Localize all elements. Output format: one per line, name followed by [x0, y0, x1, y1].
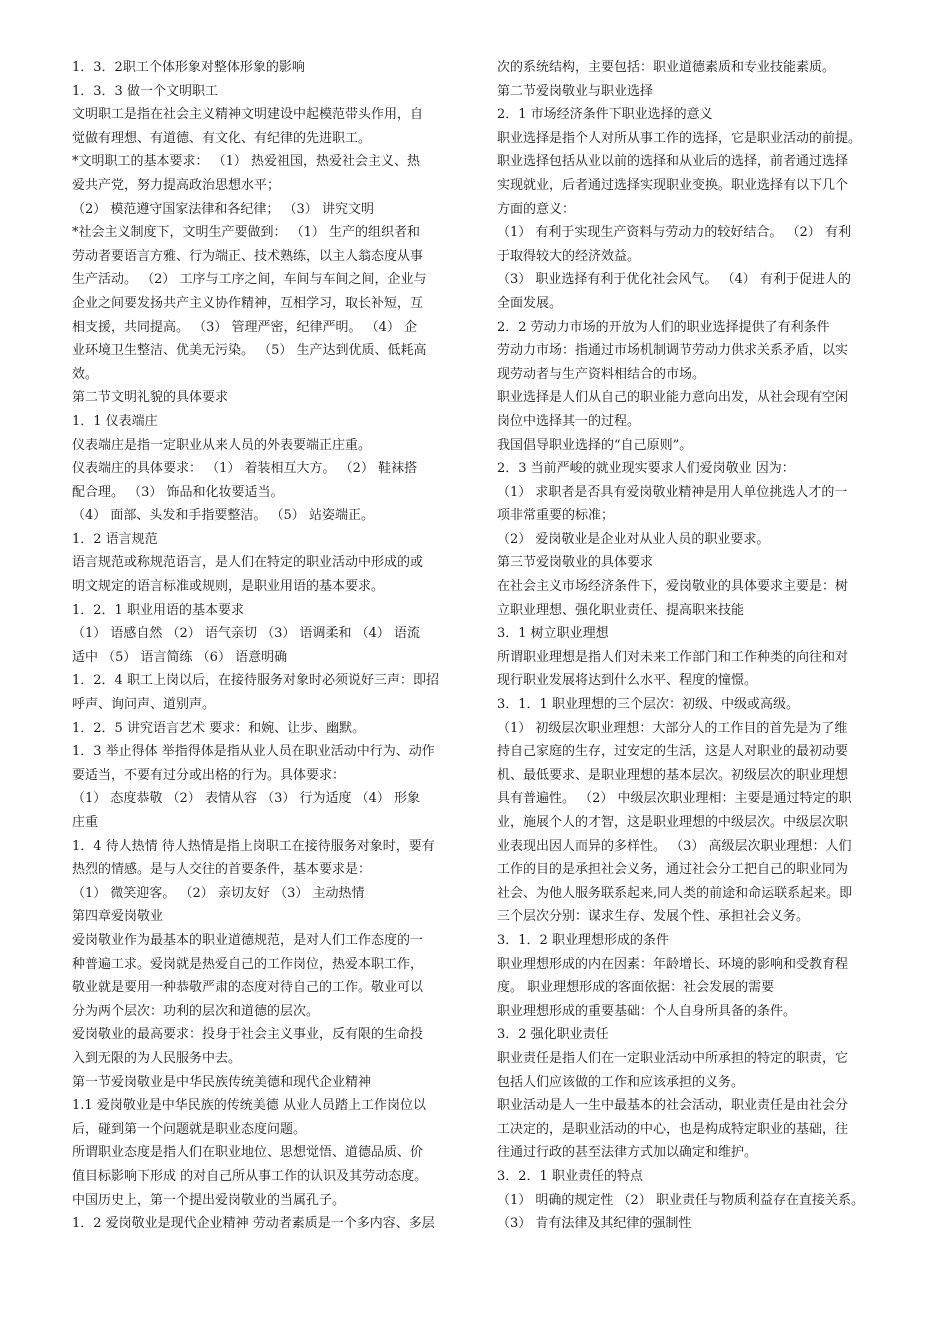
left-column-line: 爱岗敬业的最高要求：投身于社会主义事业，反有限的生命投 — [72, 1027, 424, 1043]
left-column-line: 相支援，共同提高。 （3） 管理严密，纪律严明。 （4） 企 — [72, 319, 418, 335]
left-column-line: 1．2．4 职工上岗以后，在接待服务对象时必须说好三声：即招 — [72, 673, 439, 689]
left-column-line: 热烈的情感。是与人交往的首要条件，基本要求是： — [72, 862, 372, 878]
right-column-line: 职业选择是指个人对所从事工作的选择，它是职业活动的前提。 — [497, 130, 862, 146]
left-column-line: 值目标影响下形成 的对自己所从事工作的认识及其劳动态度。 — [72, 1168, 428, 1184]
right-column-line: 项非常重要的标准； — [497, 508, 615, 524]
left-column-line: 1.1 爱岗敬业是中华民族的传统美德 从业人员踏上工作岗位以 — [72, 1098, 426, 1114]
right-column-line: 3．2 强化职业责任 — [497, 1027, 609, 1043]
right-column-line: （1） 初级层次职业理想：大部分人的工作目的首先是为了维 — [497, 720, 848, 736]
right-column-line: （1） 有利于实现生产资料与劳动力的较好结合。 （2） 有利 — [497, 225, 851, 241]
left-column-line: 劳动者要语言方雅、行为端正、技术熟练，以主人翁态度从事 — [72, 248, 424, 264]
right-column-line: 2．3 当前严峻的就业现实要求人们爱岗敬业 因为： — [497, 461, 795, 477]
left-column-line: 1．4 待人热情 待人热情是指上岗职工在接待服务对象时，要有 — [72, 838, 435, 854]
left-column-line: 呼声、询问声、道别声。 — [72, 697, 216, 713]
left-column-line: 所谓职业态度是指人们在职业地位、思想觉悟、道德品质、价 — [72, 1145, 424, 1161]
left-column-line: 1．3．3 做一个文明职工 — [72, 83, 218, 99]
left-column-line: 爱共产党，努力提高政治思想水平； — [72, 177, 281, 193]
left-column-line: 中国历史上，第一个提出爱岗敬业的当属孔子。 — [72, 1192, 346, 1208]
left-column-line: 入到无限的为人民服务中去。 — [72, 1050, 242, 1066]
right-column-line: 业，施展个人的才智，这是职业理想的中级层次。中级层次职 — [497, 815, 849, 830]
left-column-line: 1．2 爱岗敬业是现代企业精神 劳动者素质是一个多内容、多层 — [72, 1216, 435, 1232]
left-column-line: 配合理。 （3） 饰品和化妆要适当。 — [72, 484, 284, 500]
right-column-line: 职业选择是人们从自己的职业能力意向出发，从社会现有空闲 — [497, 390, 849, 406]
left-column-line: 1．1 仪表端庄 — [72, 413, 158, 429]
left-column-line: 仪表端庄是指一定职业从来人员的外表要端正庄重。 — [72, 437, 372, 453]
right-column-line: 所谓职业理想是指人们对未来工作部门和工作种类的向往和对 — [497, 649, 849, 665]
right-column-line: （2） 爱岗敬业是企业对从业人员的职业要求。 — [497, 531, 770, 547]
right-column-line: 3．1．2 职业理想形成的条件 — [497, 932, 669, 948]
left-column-line: （1） 语感自然 （2） 语气亲切 （3） 语调柔和 （4） 语流 — [72, 626, 421, 642]
right-column-line: 持自己家庭的生存，过安定的生活，这是人对职业的最初动要 — [497, 744, 849, 760]
right-column-line: 3．1．1 职业理想的三个层次：初级、中级或高级。 — [497, 697, 799, 713]
right-column-line: 2．1 市场经济条件下职业选择的意义 — [497, 107, 713, 123]
right-column-line: 劳动力市场：指通过市场机制调节劳动力供求关系矛盾，以实 — [497, 343, 849, 359]
right-column-line: 方面的意义： — [497, 201, 576, 217]
left-column-line: 效。 — [72, 366, 99, 382]
right-column-line: 职业活动是人一生中最基本的社会活动，职业责任是由社会分 — [497, 1098, 849, 1114]
right-column-line: 职业责任是指人们在一定职业活动中所承担的特定的职责，它 — [497, 1050, 849, 1066]
right-column-line: 立职业理想、强化职业责任、提高职来技能 — [497, 602, 745, 618]
left-column-line: 生产活动。 （2） 工序与工序之间，车间与车间之间，企业与 — [72, 272, 427, 288]
right-column-line: 度。 职业理想形成的客面依据：社会发展的需要 — [497, 980, 775, 996]
right-column-line: 于取得较大的经济效益。 — [497, 248, 641, 264]
right-column-line: 2．2 劳动力市场的开放为人们的职业选择提供了有利条件 — [497, 319, 830, 335]
left-column-line: 要适当，不要有过分或出格的行为。具体要求： — [72, 767, 346, 783]
right-column-line: 实现就业，后者通过选择实现职业变换。职业选择有以下几个 — [497, 177, 849, 193]
right-column-line: （3） 肯有法律及其纪律的强制性 — [497, 1216, 692, 1232]
left-column-line: 敬业就是要用一种恭敬严肃的态度对待自己的工作。敬业可以 — [72, 980, 424, 996]
right-column-line: 具有普遍性。 （2） 中级层次职业理相：主要是通过特定的职 — [497, 791, 852, 807]
right-column-line: 职业选择包括从业以前的选择和从业后的选择，前者通过选择 — [497, 154, 849, 170]
right-column-line: 在社会主义市场经济条件下，爱岗敬业的具体要求主要是：树 — [497, 579, 849, 595]
left-column-line: 庄重 — [72, 815, 99, 830]
right-column-line: 工作的目的是承担社会义务，通过社会分工把自己的职业同为 — [497, 862, 849, 878]
left-column-line: 第四章爱岗敬业 — [72, 909, 164, 925]
left-column-line: 语言规范或称规范语言，是人们在特定的职业活动中形成的或 — [72, 555, 424, 571]
right-column-line: 业表现出因人而异的多样性。 （3） 高级层次职业理想：人们 — [497, 838, 852, 854]
left-column-line: 觉做有理想、有道德、有文化、有纪律的先进职工。 — [72, 130, 372, 146]
left-column-line: （1） 态度恭敬 （2） 表情从容 （3） 行为适度 （4） 形象 — [72, 791, 421, 807]
left-column-line: 后，碰到第一个问题就是职业态度问题。 — [72, 1121, 307, 1137]
right-column-line: （1） 明确的规定性 （2） 职业责任与物质利益存在直接关系。 — [497, 1192, 864, 1208]
left-column-line: 仪表端庄的具体要求： （1） 着装相互大方。 （2） 鞋袜搭 — [72, 461, 418, 477]
right-column-line: 包括人们应该做的工作和应该承担的义务。 — [497, 1074, 745, 1090]
right-column-line: 3．2．1 职业责任的特点 — [497, 1168, 643, 1184]
right-column-line: 现劳动者与生产资料相结合的市场。 — [497, 366, 706, 382]
left-column-line: 种普遍工求。爱岗就是热爱自己的工作岗位，热爱本职工作， — [72, 956, 424, 972]
right-column-line: 社会、为他人服务联系起来,同人类的前途和命运联系起来。即 — [497, 885, 853, 901]
right-column — [497, 56, 894, 1236]
left-column — [72, 56, 468, 1236]
left-column-line: 爱岗敬业作为最基本的职业道德规范，是对人们工作态度的一 — [72, 932, 424, 948]
left-column-line: 文明职工是指在社会主义精神文明建设中起模范带头作用，自 — [72, 107, 424, 123]
right-column-line: （3） 职业选择有利于优化社会风气。 （4） 有利于促进人的 — [497, 272, 851, 288]
right-column-line: 次的系统结构，主要包括：职业道德素质和专业技能素质。 — [497, 60, 836, 75]
right-column-line: 第三节爱岗敬业的具体要求 — [497, 555, 654, 571]
right-column-line: 职业理想形成的重要基础：个人自身所具备的条件。 — [497, 1003, 797, 1019]
left-column-line: 分为两个层次：功利的层次和道德的层次。 — [72, 1003, 320, 1019]
right-column-line: 工决定的，是职业活动的中心，也是构成特定职业的基础，往 — [497, 1121, 849, 1137]
right-column-line: 现行职业发展将达到什么水平、程度的憧憬。 — [497, 673, 758, 689]
left-column-line: 1．2 语言规范 — [72, 531, 158, 547]
left-column-line: 第一节爱岗敬业是中华民族传统美德和现代企业精神 — [72, 1074, 372, 1090]
left-column-line: 1．3．2职工个体形象对整体形象的影响 — [72, 60, 305, 75]
left-column-line: *文明职工的基本要求： （1） 热爱祖国，热爱社会主义、热 — [72, 154, 421, 170]
left-column-line: 明文规定的语言标准或规则，是职业用语的基本要求。 — [72, 579, 385, 595]
right-column-line: 全面发展。 — [497, 295, 563, 311]
left-column-line: 1．2．1 职业用语的基本要求 — [72, 602, 244, 618]
left-column-line: 第二节文明礼貌的具体要求 — [72, 390, 229, 406]
right-column-line: 三个层次分别：谋求生存、发展个性、承担社会义务。 — [497, 909, 810, 925]
left-column-line: （4） 面部、头发和手指要整洁。 （5） 站姿端正。 — [72, 508, 374, 524]
left-column-line: 业环境卫生整洁、优美无污染。 （5） 生产达到优质、低耗高 — [72, 343, 427, 359]
right-column-line: 职业理想形成的内在因素：年龄增长、环境的影响和受教育程 — [497, 956, 849, 972]
left-column-line: 1．3 举止得体 举指得体是指从业人员在职业活动中行为、动作 — [72, 744, 435, 760]
right-column-line: 我国倡导职业选择的“自己原则”。 — [497, 437, 693, 453]
right-column-line: （1） 求职者是否具有爱岗敬业精神是用人单位挑选人才的一 — [497, 484, 848, 500]
right-column-line: 第二节爱岗敬业与职业选择 — [497, 83, 654, 99]
left-column-line: *社会主义制度下，文明生产要做到： （1） 生产的组织者和 — [72, 225, 421, 241]
left-column-line: （1） 微笑迎客。 （2） 亲切友好 （3） 主动热情 — [72, 885, 365, 901]
right-column-line: 往通过行政的甚至法律方式加以确定和维护。 — [497, 1145, 758, 1161]
left-column-line: （2） 模范遵守国家法律和各纪律； （3） 讲究文明 — [72, 201, 374, 217]
right-column-line: 3．1 树立职业理想 — [497, 626, 609, 642]
right-column-line: 岗位中选择其一的过程。 — [497, 413, 641, 429]
left-column-line: 1．2．5 讲究语言艺术 要求：和婉、让步、幽默。 — [72, 720, 366, 736]
right-column-line: 机、最低要求、是职业理想的基本层次。初级层次的职业理想 — [497, 767, 849, 783]
left-column-line: 适中 （5） 语言简练 （6） 语意明确 — [72, 649, 288, 665]
left-column-line: 企业之间要发扬共产主义协作精神，互相学习，取长补短，互 — [72, 295, 424, 311]
